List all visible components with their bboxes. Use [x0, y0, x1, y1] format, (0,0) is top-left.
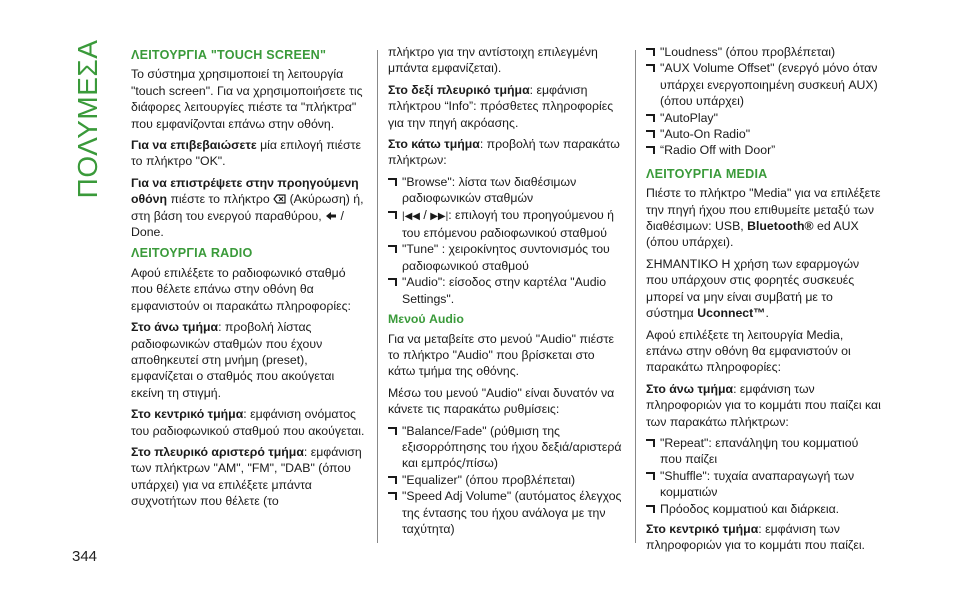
back-arrow-icon — [325, 211, 337, 221]
back-text-3: / Done. — [131, 208, 344, 240]
list-item — [388, 488, 624, 537]
paragraph-audio-2: Μέσω του μενού "Audio" είναι δυνατόν να κάνετε τις παρακάτω ρυθμίσεις: — [388, 385, 615, 417]
media-center-bold: Στο κεντρικό τμήμα — [646, 521, 759, 536]
bullet-icon — [388, 476, 397, 484]
list-item — [388, 241, 624, 274]
back-text-1: πιέστε το πλήκτρο — [167, 192, 274, 207]
bullet-icon — [646, 439, 655, 447]
bullet-icon — [388, 245, 397, 253]
left-bold: Στο πλευρικό αριστερό τμήμα — [131, 444, 304, 459]
paragraph-confirm — [131, 137, 367, 170]
paragraph-media-2 — [646, 256, 882, 322]
list-item-text: "Browse": λίστα των διαθέσιμων ραδιοφωνικών σταθμών — [402, 174, 577, 206]
media-2b: Uconnect™ — [697, 306, 766, 321]
center-bold: Στο κεντρικό τμήμα — [131, 407, 244, 422]
back-text-2: (Ακύρωση) ή, στη βάση του ενεργού παραθύρου, — [131, 192, 364, 223]
list-item-text: : επιλογή του προηγούμενου ή του επόμενου ραδιοφωνικού σταθμού — [402, 207, 615, 241]
page-number: 344 — [72, 548, 98, 565]
paragraph-radio: Αφού επιλέξετε το ραδιοφωνικό σταθμό που θέλετε επάνω στην οθόνη θα εμφανιστούν οι παρακάτω πληροφορίες: — [131, 265, 351, 313]
paragraph-media-3: Αφού επιλέξετε τη λειτουργία Media, επάνω στην οθόνη θα εμφανιστούν οι παρακάτω πληροφορίες: — [646, 327, 851, 375]
bullet-icon — [388, 427, 397, 435]
bullet-icon — [388, 278, 397, 286]
paragraph-upper — [131, 319, 367, 401]
media-1a: Πιέστε το πλήκτρο "Media" για να επιλέξετε την πηγή ήχου που επιθυμείτε μεταξύ των διαθέσιμων: USB, — [646, 186, 881, 234]
confirm-text: μία επιλογή πιέστε το πλήκτρο "OK". — [131, 138, 361, 169]
list-item-text: "Repeat": επανάληψη του κομματιού που παίζει — [660, 435, 859, 467]
column-2 — [388, 44, 624, 537]
list-item-text: "Shuffle": τυχαία αναπαραγωγή των κομματιών — [660, 468, 855, 500]
bullet-icon — [388, 492, 397, 500]
list-item — [646, 60, 882, 109]
upper-bold: Στο άνω τμήμα — [131, 320, 219, 335]
heading-radio: ΛΕΙΤΟΥΡΓΙΑ RADIO — [131, 246, 253, 261]
column-divider — [635, 50, 636, 543]
paragraph-left — [131, 444, 367, 510]
list-item — [388, 472, 624, 488]
paragraph-continued: πλήκτρο για την αντίστοιχη επιλεγμένη μπάντα εμφανίζεται). — [388, 45, 598, 76]
media-1c: ed AUX (όπου υπάρχει). — [646, 219, 859, 250]
media-center-text: : εμφάνιση των πληροφοριών για το κομμάτι που παίζει. — [646, 521, 865, 553]
paragraph-touch-screen: Το σύστημα χρησιμοποιεί τη λειτουργία "touch screen". Για να χρησιμοποιήσετε τις διάφορες λειτουργίες πιέστε τα "πλήκτρα" που εμφανίζονται επάνω στην οθόνη. — [131, 67, 363, 131]
paragraph-media-center — [646, 521, 882, 554]
list-item — [646, 142, 882, 158]
bullet-icon — [388, 211, 397, 219]
bullet-icon — [646, 505, 655, 513]
list-item-text: "Tune" : χειροκίνητος συντονισμός του ραδιοφωνικού σταθμού — [402, 242, 610, 273]
paragraph-lower — [388, 136, 624, 169]
list-item — [646, 468, 882, 501]
upper-text: : προβολή λίστας ραδιοφωνικών σταθμών που έχουν αποθηκευτεί στη μνήμη (preset), εμφανίζεται ο σταθμός που ακούγεται εκείνη τη στιγμή. — [131, 320, 335, 400]
bullet-icon — [646, 64, 655, 72]
paragraph-right — [388, 82, 624, 131]
list-item — [388, 423, 624, 472]
section-side-tab-label: ΠΟΛΥΜΕΣΑ — [72, 39, 103, 199]
backspace-icon — [273, 194, 286, 204]
list-item-text: "AutoPlay" — [660, 110, 718, 125]
paragraph-back — [131, 175, 367, 241]
list-item-text: "AUX Volume Offset" (ενεργό μόνο όταν υπάρχει ενεργοποιημένη συσκευή AUX) (όπου υπάρχει) — [660, 61, 878, 109]
bullet-icon — [646, 130, 655, 138]
bullet-icon — [646, 146, 655, 154]
list-item-text: Πρόοδος κομματιού και διάρκεια. — [660, 501, 840, 516]
paragraph-media-1 — [646, 185, 882, 251]
list-item-text: "Balance/Fade" (ρύθμιση της εξισορρόπησης του ήχου δεξιά/αριστερά και εμπρός/πίσω) — [402, 423, 622, 471]
list-item — [646, 501, 882, 517]
list-item — [646, 44, 882, 60]
skip-previous-icon: |◀◀ — [402, 210, 420, 222]
list-item-text: "Equalizer" (όπου προβλέπεται) — [402, 472, 576, 487]
list-item-separator: / — [419, 207, 431, 222]
skip-next-icon: ▶▶| — [430, 210, 449, 222]
media-2a: ΣΗΜΑΝΤΙΚΟ Η χρήση των εφαρμογών που υπάρχουν στις φορητές συσκευές μπορεί να μην είναι συμβατή με το σύστημα — [646, 256, 860, 321]
back-bold: Για να επιστρέψετε στην προηγούμενη οθόνη — [131, 175, 359, 207]
list-item-text: "Speed Adj Volume" (αυτόματος έλεγχος της έντασης του ήχου ανάλογα με την ταχύτητα) — [402, 489, 622, 536]
list-item — [646, 435, 882, 468]
list-item-text: "Auto-On Radio" — [660, 127, 751, 142]
bullet-icon — [646, 114, 655, 122]
column-3 — [646, 44, 882, 559]
list-item — [646, 126, 882, 142]
column-1 — [131, 44, 367, 515]
heading-audio-menu: Μενού Audio — [388, 312, 464, 327]
confirm-bold: Για να επιβεβαιώσετε — [131, 138, 257, 153]
paragraph-audio-1: Για να μεταβείτε στο μενού "Audio" πιέστε το πλήκτρο "Audio" που βρίσκεται στο κάτω τμήμα της οθόνης. — [388, 331, 615, 379]
media-upper-bold: Στο άνω τμήμα — [646, 381, 734, 396]
media-upper-text: : εμφάνιση των πληροφοριών για το κομμάτι που παίζει και των παρακάτω πλήκτρων: — [646, 381, 881, 429]
list-item — [646, 110, 882, 126]
list-item — [388, 174, 624, 207]
right-bold: Στο δεξί πλευρικό τμήμα — [388, 82, 530, 97]
bullet-icon — [646, 48, 655, 56]
heading-touch-screen: ΛΕΙΤΟΥΡΓΙΑ "TOUCH SCREEN" — [131, 48, 327, 62]
media-2c: . — [765, 306, 769, 321]
list-item-text: "Audio": είσοδος στην καρτέλα "Audio Settings". — [402, 275, 607, 306]
lower-bold: Στο κάτω τμήμα — [388, 137, 480, 152]
bullet-icon — [388, 178, 397, 186]
left-text: : εμφάνιση των πλήκτρων "AM", "FM", "DAB" (όπου υπάρχει) για να επιλέξετε μπάντα συχνοτήτων που θέλετε (το — [131, 444, 362, 509]
paragraph-center — [131, 406, 367, 439]
column-divider — [377, 50, 378, 543]
center-text: : εμφάνιση ονόματος του ραδιοφωνικού σταθμού που ακούγεται. — [131, 407, 365, 438]
bullet-icon — [646, 472, 655, 480]
lower-text: : προβολή των παρακάτω πλήκτρων: — [388, 137, 620, 168]
paragraph-media-upper — [646, 381, 882, 430]
right-text: : εμφάνιση πλήκτρου “Info”: πρόσθετες πληροφορίες για την πηγή ακρόασης. — [388, 82, 614, 130]
list-item — [388, 207, 624, 242]
media-1b: Bluetooth® — [747, 219, 814, 234]
list-item-text: “Radio Off with Door” — [660, 143, 776, 158]
section-side-tab — [68, 39, 108, 199]
list-item — [388, 274, 624, 307]
list-item-text: "Loudness" (όπου προβλέπεται) — [660, 45, 836, 59]
heading-media: ΛΕΙΤΟΥΡΓΙΑ MEDIA — [646, 166, 768, 181]
